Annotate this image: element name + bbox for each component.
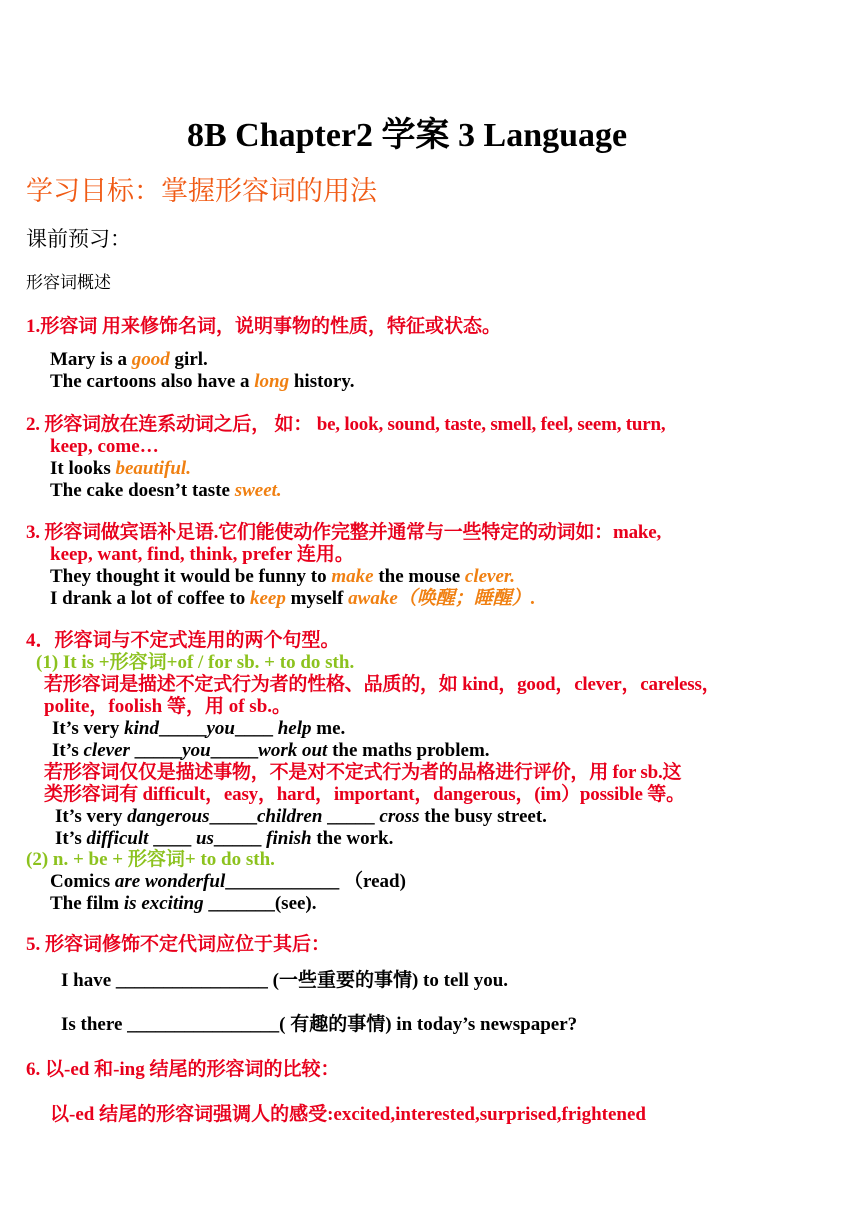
section-3-heading-cont: keep, want, find, think, prefer 连用。 <box>50 544 354 565</box>
section-2-heading: 2. 形容词放在连系动词之后， 如： be, look, sound, taste, smell, feel, seem, turn, <box>26 414 666 435</box>
pattern-1-example-3: It’s very dangerous_____children _____ cross the busy street. <box>55 806 547 827</box>
section-4-heading: 4．形容词与不定式连用的两个句型。 <box>26 630 340 651</box>
section-2-example-2: The cake doesn’t taste sweet. <box>50 480 282 501</box>
preview-heading: 课前预习： <box>26 227 131 251</box>
pattern-1-label: (1) It is +形容词+of / for sb. + to do sth. <box>36 652 355 673</box>
pattern-1-note: 若形容词是描述不定式行为者的性格、品质的，如 kind，good，clever，careless， <box>44 674 721 695</box>
learning-objective: 学习目标：掌握形容词的用法 <box>26 176 377 207</box>
pattern-1-note-cont: polite，foolish 等，用 of sb.。 <box>44 696 292 717</box>
page-title: 8B Chapter2 学案 3 Language <box>187 117 628 154</box>
section-5-heading: 5. 形容词修饰不定代词应位于其后： <box>26 934 331 955</box>
section-2-example-1: It looks beautiful. <box>50 458 191 479</box>
pattern-1-example-2: It’s clever _____you_____work out the maths problem. <box>52 740 490 761</box>
section-6-ed-adjectives: 以-ed 结尾的形容词强调人的感受:excited,interested,surprised,frightened <box>50 1104 646 1125</box>
pattern-1-example-4: It’s difficult ____ us_____ finish the work. <box>55 828 394 849</box>
section-2-heading-cont: keep, come… <box>50 436 159 457</box>
section-1-example-1: Mary is a good girl. <box>50 349 208 370</box>
section-5-exercise-1: I have ________________ (一些重要的事情) to tell you. <box>61 970 509 991</box>
section-3-example-1: They thought it would be funny to make the mouse clever. <box>50 566 516 587</box>
section-6-heading: 6. 以-ed 和-ing 结尾的形容词的比较： <box>26 1059 340 1080</box>
section-1-example-2: The cartoons also have a long history. <box>50 371 355 392</box>
pattern-1-example-1: It’s very kind_____you____ help me. <box>52 718 346 739</box>
section-1-heading: 1.形容词 用来修饰名词，说明事物的性质，特征或状态。 <box>26 316 502 337</box>
pattern-2-label: (2) n. + be + 形容词+ to do sth. <box>26 849 275 870</box>
section-3-example-2: I drank a lot of coffee to keep myself awake（唤醒；睡醒）. <box>50 588 536 609</box>
overview-heading: 形容词概述 <box>26 273 111 293</box>
section-5-exercise-2: Is there ________________( 有趣的事情) in today’s newspaper? <box>61 1014 578 1035</box>
pattern-1-note-2-cont: 类形容词有 difficult，easy，hard，important，dangerous，(im）possible 等。 <box>44 784 685 805</box>
pattern-2-example-1: Comics are wonderful____________ （read) <box>50 871 406 892</box>
pattern-1-note-2: 若形容词仅仅是描述事物，不是对不定式行为者的品格进行评价，用 for sb.这 <box>44 762 682 783</box>
pattern-2-example-2: The film is exciting _______(see). <box>50 893 317 914</box>
section-3-heading: 3. 形容词做宾语补足语.它们能使动作完整并通常与一些特定的动词如：make, <box>26 522 662 543</box>
